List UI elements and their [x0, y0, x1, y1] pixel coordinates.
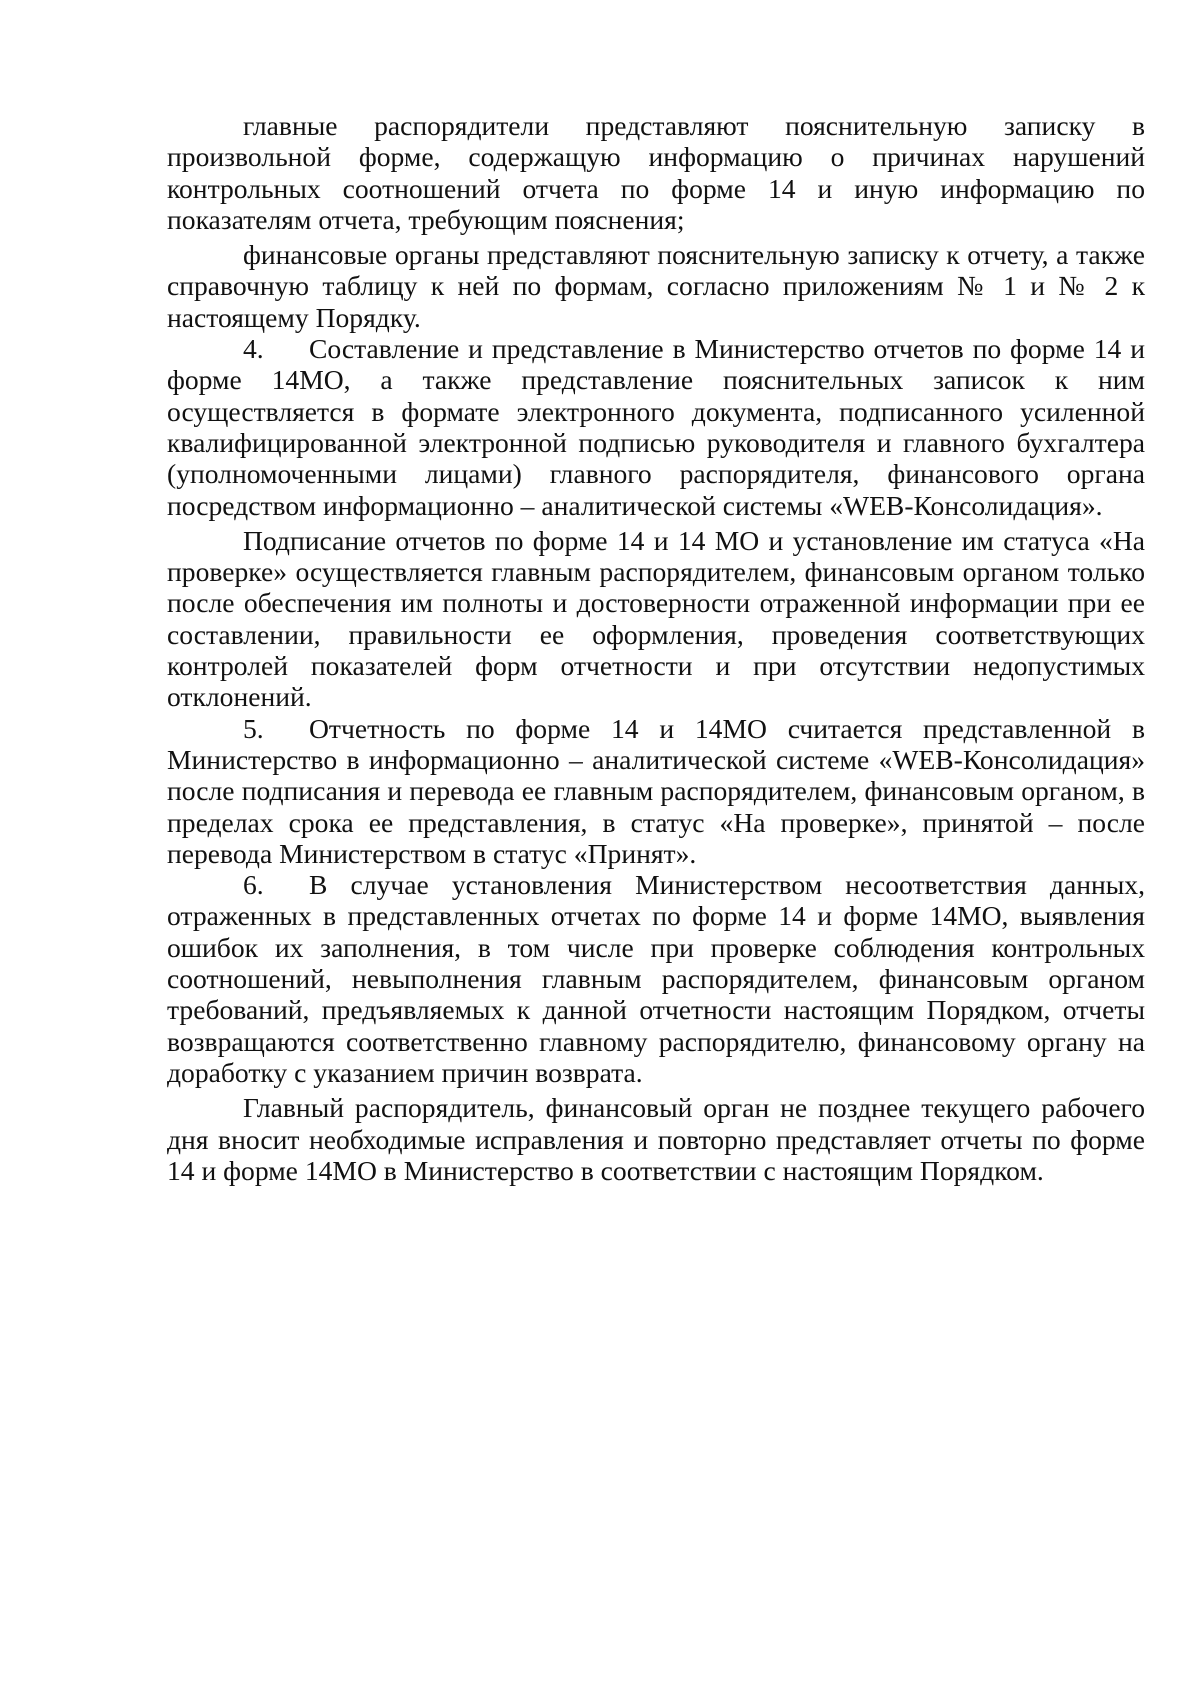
paragraph-text: Составление и представление в Министерство отчетов по форме 14 и форме 14МО, а также представление пояснительных записок к ним осуществляется в формате электронного документа, подписанного усиленной квалифицированной электронной подписью руководителя и главного бухгалтера (уполномоченными лицами) главного распорядителя, финансового органа посредством информационно – аналитической системы «WEB-Консолидация».	[167, 333, 1145, 521]
paragraph-number: 4.	[243, 333, 264, 365]
paragraph-number: 6.	[243, 869, 264, 901]
paragraph-text: Отчетность по форме 14 и 14МО считается представленной в Министерство в информационно – аналитической системе «WEB-Консолидация» после подписания и перевода ее главным распорядителем, финансовым органом, в пределах срока ее представления, в статус «На проверке», принятой – после перевода Министерством в статус «Принят».	[167, 712, 1145, 869]
paragraph-main-managers	[167, 110, 1145, 235]
paragraph-item-5	[167, 713, 1145, 869]
paragraph-text: Подписание отчетов по форме 14 и 14 МО и установление им статуса «На проверке» осуществляется главным распорядителем, финансовым органом только после обеспечения им полноты и достоверности отраженной информации при ее составлении, правильности ее оформления, проведения соответствующих контролей показателей форм отчетности и при отсутствии недопустимых отклонений.	[167, 524, 1145, 713]
paragraph-financial-bodies	[167, 239, 1145, 333]
paragraph-text: В случае установления Министерством несоответствия данных, отраженных в представленных отчетах по форме 14 и форме 14МО, выявления ошибок их заполнения, в том числе при проверке соблюдения контрольных соотношений, невыполнения главным распорядителем, финансовым органом требований, предъявляемых к данной отчетности настоящим Порядком, отчеты возвращаются соответственно главному распорядителю, финансовому органу на доработку с указанием причин возврата.	[167, 869, 1145, 1088]
paragraph-item-6	[167, 869, 1145, 1088]
paragraph-signing	[167, 525, 1145, 713]
paragraph-text: главные распорядители представляют пояснительную записку в произвольной форме, содержащую информацию о причинах нарушений контрольных соотношений отчета по форме 14 и иную информацию по показателям отчета, требующим пояснения;	[167, 110, 1145, 235]
paragraph-corrections	[167, 1092, 1145, 1186]
paragraph-text: финансовые органы представляют пояснительную записку к отчету, а также справочную таблицу к ней по формам, согласно приложениям № 1 и № 2 к настоящему Порядку.	[167, 239, 1145, 333]
document-body	[167, 110, 1145, 1186]
paragraph-number: 5.	[243, 712, 264, 744]
paragraph-item-4	[167, 333, 1145, 521]
paragraph-text: Главный распорядитель, финансовый орган не позднее текущего рабочего дня вносит необходимые исправления и повторно представляет отчеты по форме 14 и форме 14МО в Министерство в соответствии с настоящим Порядком.	[167, 1092, 1145, 1186]
